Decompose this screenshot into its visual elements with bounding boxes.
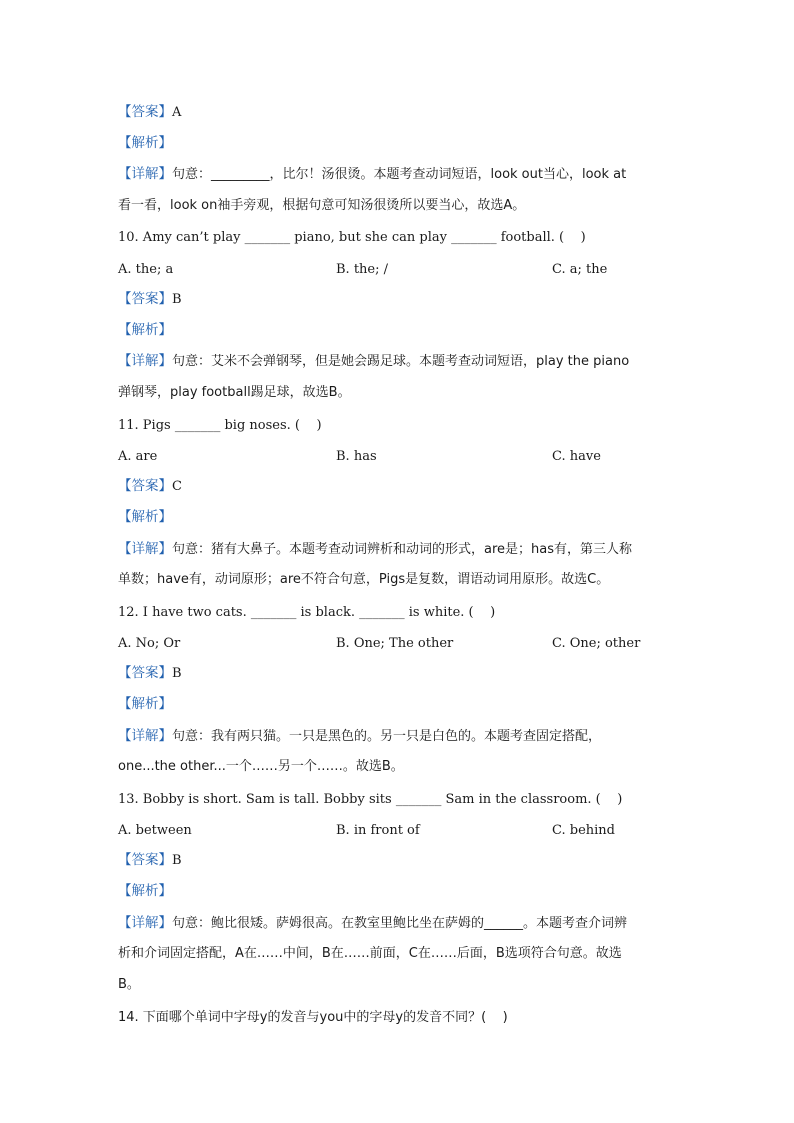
answer-value: A [172, 105, 182, 120]
answer-line [118, 664, 182, 683]
option-a: A. between [118, 823, 192, 838]
analysis-tag: 【解析】 [118, 696, 172, 712]
question-13: 13. Bobby is short. Sam is tall. Bobby sits _______ Sam in the classroom. ( ) [118, 792, 623, 807]
answer-tag: 【答案】 [118, 478, 172, 494]
detail-tag: 【详解】 [118, 541, 172, 557]
detail-tag: 【详解】 [118, 166, 172, 182]
option-a: A. are [118, 449, 158, 464]
detail-line [118, 165, 626, 184]
option-a: A. the; a [118, 262, 174, 277]
question-10: 10. Amy can’t play _______ piano, but she can play _______ football. ( ) [118, 230, 586, 245]
detail-line [118, 352, 629, 371]
option-b: B. the; / [336, 262, 388, 277]
option-a: A. No; Or [118, 636, 181, 651]
detail-text: 句意：猪有大鼻子。本题考查动词辨析和动词的形式，are是；has有，第三人称 [172, 542, 633, 557]
question-14: 14. 下面哪个单词中字母y的发音与you中的字母y的发音不同？( ) [118, 1010, 508, 1025]
option-c: C. have [552, 449, 601, 464]
detail-text: 句意：鲍比很矮。萨姆很高。在教室里鲍比坐在萨姆的______。本题考查介词辨 [172, 916, 628, 931]
answer-value: B [172, 292, 182, 307]
option-c: C. a; the [552, 262, 608, 277]
answer-line [118, 851, 182, 870]
option-b: B. One; The other [336, 636, 454, 651]
answer-tag: 【答案】 [118, 104, 172, 120]
detail-text: 句意：_________，比尔！汤很烫。本题考查动词短语，look out当心，look at [172, 167, 627, 182]
answer-line [118, 290, 182, 309]
option-b: B. has [336, 449, 377, 464]
answer-line [118, 103, 181, 122]
detail-text: 单数；have有，动词原形；are不符合句意，Pigs是复数，谓语动词用原形。故选C。 [118, 572, 610, 587]
detail-text: 句意：艾米不会弹钢琴，但是她会踢足球。本题考查动词短语，play the piano [172, 354, 630, 369]
answer-tag: 【答案】 [118, 291, 172, 307]
option-c: C. One; other [552, 636, 641, 651]
analysis-tag: 【解析】 [118, 322, 172, 338]
answer-value: B [172, 666, 182, 681]
detail-tag: 【详解】 [118, 915, 172, 931]
answer-tag: 【答案】 [118, 665, 172, 681]
detail-text: one...the other...一个……另一个……。故选B。 [118, 759, 404, 774]
detail-line [118, 914, 627, 933]
detail-text: 析和介词固定搭配，A在……中间，B在……前面，C在……后面，B选项符合句意。故选 [118, 946, 622, 961]
detail-tag: 【详解】 [118, 728, 172, 744]
detail-text: B。 [118, 977, 140, 992]
option-b: B. in front of [336, 823, 420, 838]
answer-line [118, 477, 182, 496]
answer-value: C [172, 479, 182, 494]
analysis-tag: 【解析】 [118, 883, 172, 899]
detail-line [118, 727, 601, 746]
answer-tag: 【答案】 [118, 852, 172, 868]
option-c: C. behind [552, 823, 615, 838]
detail-text: 句意：我有两只猫。一只是黑色的。另一只是白色的。本题考查固定搭配， [172, 729, 602, 744]
analysis-tag: 【解析】 [118, 135, 172, 151]
answer-value: B [172, 853, 182, 868]
detail-text: 看一看，look on袖手旁观，根据句意可知汤很烫所以要当心，故选A。 [118, 198, 526, 213]
detail-text: 弹钢琴，play football踢足球，故选B。 [118, 385, 351, 400]
question-12: 12. I have two cats. _______ is black. _______ is white. ( ) [118, 605, 496, 620]
analysis-tag: 【解析】 [118, 509, 172, 525]
question-11: 11. Pigs _______ big noses. ( ) [118, 418, 322, 433]
detail-line [118, 540, 632, 559]
detail-tag: 【详解】 [118, 353, 172, 369]
